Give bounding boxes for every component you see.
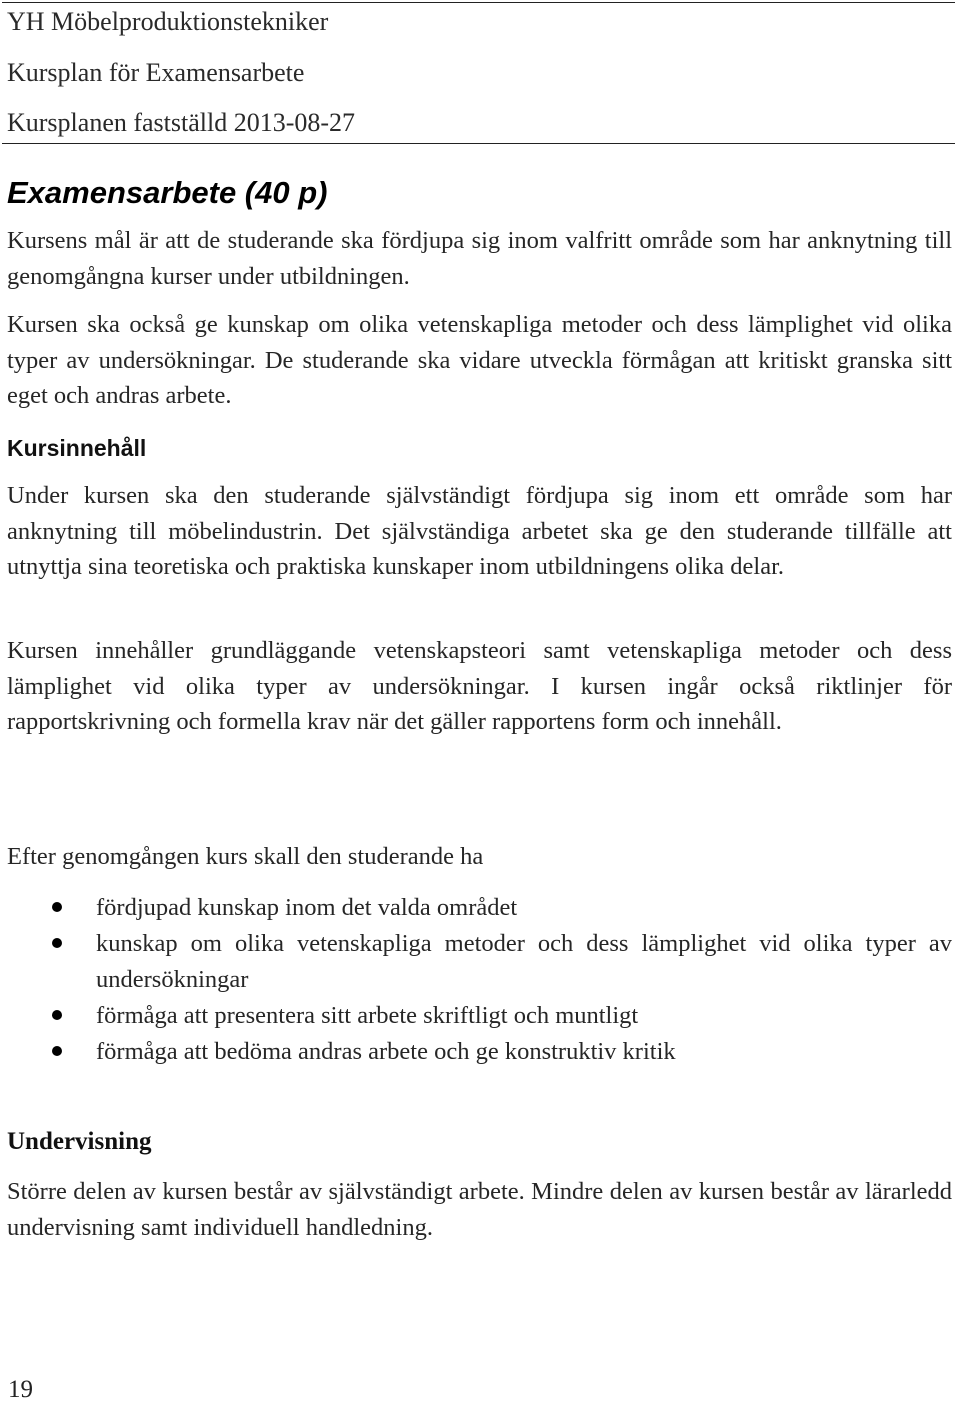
header-established-date: Kursplanen fastställd 2013-08-27 bbox=[7, 108, 356, 137]
content-paragraph-theory: Kursen innehåller grundläggande vetenskapsteori samt vetenskapliga metoder och dess lämplighet vid olika typer av undersökningar. I kursen ingår också riktlinjer för rapportskrivning och formella krav när det gäller rapportens form och innehåll. bbox=[7, 637, 952, 735]
list-item-text: förmåga att presentera sitt arbete skriftligt och muntligt bbox=[96, 1002, 639, 1029]
bullet-icon bbox=[52, 902, 62, 912]
content-paragraph-independent-work: Under kursen ska den studerande självständigt fördjupa sig inom ett område som har anknytning till möbelindustrin. Det självständiga arbetet ska ge den studerande tillfälle att utnyttja sina teoretiska och praktiska kunskaper inom utbildningens olika delar. bbox=[7, 482, 952, 580]
list-item bbox=[0, 926, 952, 998]
course-title: Examensarbete (40 p) bbox=[7, 175, 328, 210]
outcomes-lead: Efter genomgången kurs skall den studerande ha bbox=[7, 843, 484, 870]
top-rule bbox=[2, 2, 955, 3]
outcomes-list bbox=[0, 890, 955, 1070]
list-item-text: fördjupad kunskap inom det valda området bbox=[96, 894, 518, 921]
header-program: YH Möbelproduktionstekniker bbox=[7, 7, 329, 36]
teaching-heading: Undervisning bbox=[7, 1128, 152, 1155]
header-divider bbox=[2, 143, 955, 144]
intro-paragraph-goal: Kursens mål är att de studerande ska fördjupa sig inom valfritt område som har anknytning till genomgångna kurser under utbildningen. bbox=[7, 227, 952, 290]
header-course-plan: Kursplan för Examensarbete bbox=[7, 58, 305, 87]
intro-paragraph-methods: Kursen ska också ge kunskap om olika vetenskapliga metoder och dess lämplighet vid olika typer av undersökningar. De studerande ska vidare utveckla förmågan att kritiskt granska sitt eget och andras arbete. bbox=[7, 311, 952, 409]
bullet-icon bbox=[52, 1010, 62, 1020]
teaching-paragraph: Större delen av kursen består av självständigt arbete. Mindre delen av kursen består av lärarledd undervisning samt individuell handledning. bbox=[7, 1178, 952, 1241]
list-item bbox=[0, 998, 952, 1034]
list-item bbox=[0, 890, 952, 926]
bullet-icon bbox=[52, 1046, 62, 1056]
page-number: 19 bbox=[8, 1376, 33, 1403]
list-item-text: kunskap om olika vetenskapliga metoder och dess lämplighet vid olika typer av undersökningar bbox=[96, 930, 952, 993]
bullet-icon bbox=[52, 938, 62, 948]
list-item-text: förmåga att bedöma andras arbete och ge konstruktiv kritik bbox=[96, 1038, 676, 1065]
list-item bbox=[0, 1034, 952, 1070]
content-heading: Kursinnehåll bbox=[7, 435, 147, 461]
